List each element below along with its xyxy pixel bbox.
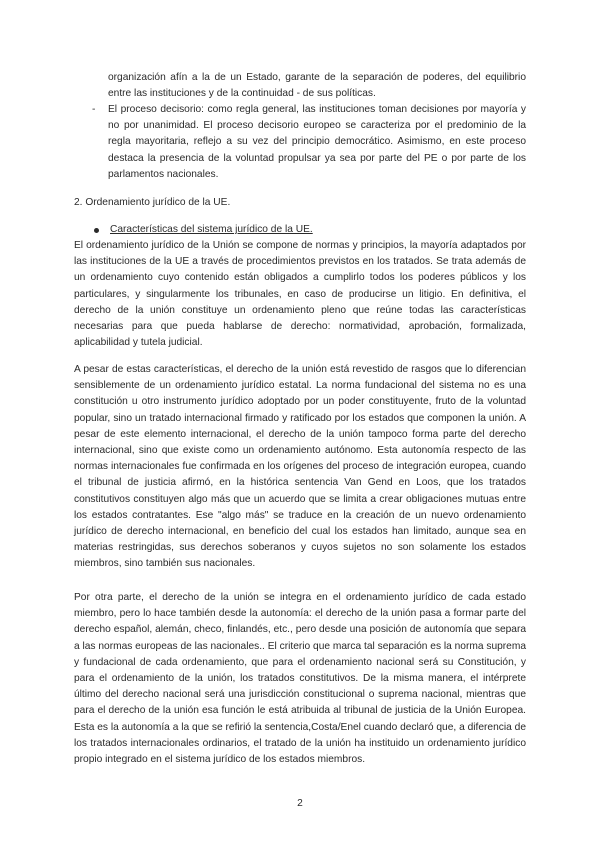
section-heading: 2. Ordenamiento jurídico de la UE.	[74, 197, 231, 208]
page-number: 2	[297, 798, 303, 809]
bullet-heading: Características del sistema jurídico de la UE.	[110, 224, 313, 235]
list-dash: -	[92, 104, 96, 115]
list-continuation: organización afín a la de un Estado, garante de la separación de poderes, del equilibrio entre las instituciones y de la continuidad - de sus políticas.	[108, 72, 526, 100]
paragraph-2: A pesar de estas características, el derecho de la unión está revestido de rasgos que lo diferencian sensiblemente de un ordenamiento jurídico estatal. La norma fundacional del sistema no es una constitución u otro instrumento jurídico adoptado por un poder constituyente, fruto de la voluntad popular, sino un tratado internacional firmado y ratificado por los estados que componen la unión. A pesar de este elemento internacional, el derecho de la unión tampoco forma parte del derecho internacional, sino que existe como un ordenamiento autónomo. Esta autonomía respecto de las normas internacionales fue confirmada en los orígenes del proceso de integración europea, cuando el tribunal de justicia afirmó, en la histórica sentencia Van Gend en Loos, que los tratados constitutivos constituyen algo más que un acuerdo que se limita a crear obligaciones mutuas entre los estados contratantes. Ese "algo más" se traduce en la creación de un nuevo ordenamiento jurídico de derecho internacional, en beneficio del cual los estados han limitado, aunque sea en materias restringidas, sus derechos soberanos y cuyos sujetos no son solamente los estados miembros, sino también sus nacionales.	[74, 364, 526, 570]
paragraph-3: Por otra parte, el derecho de la unión se integra en el ordenamiento jurídico de cada estado miembro, pero lo hace también desde la autonomía: el derecho de la unión pasa a formar parte del derecho español, alemán, checo, finlandés, etc., pero desde una posición de autonomía que separa a las normas europeas de las nacionales.. El criterio que marca tal separación es la norma suprema y fundacional de cada ordenamiento, que para el ordenamiento nacional será su Constitución, y para el ordenamiento de la unión, los tratados constitutivos. De la misma manera, el intérprete último del derecho nacional será una jurisdicción constitucional o suprema nacional, mientras que para el derecho de la unión esa función le está atribuida al tribunal de justicia de la Unión Europea. Esta es la autonomía a la que se refirió la sentencia,Costa/Enel cuando declaró que, a diferencia de los tratados internacionales ordinarios, el tratado de la unión ha instituido un ordenamiento jurídico propio integrado en el sistema jurídico de los estados miembros.	[74, 592, 526, 766]
list-item-text: El proceso decisorio: como regla general, las instituciones toman decisiones por mayoría y no por unanimidad. El proceso decisorio europeo se caracteriza por el predominio de la regla mayoritaria, reflejo a su vez del principio democrático. Asimismo, en este proceso destaca la presencia de la voluntad propulsar ya sea por parte del PE o por parte de los parlamentos nacionales.	[108, 104, 526, 180]
bullet-dot	[94, 228, 99, 233]
paragraph-1: El ordenamiento jurídico de la Unión se compone de normas y principios, la mayoría adaptados por las instituciones de la UE a través de procedimientos previstos en los tratados. Se trata además de un ordenamiento cuyo contenido están obligados a cumplirlo todos los poderes públicos y los particulares, y singularmente los tribunales, en caso de producirse un litigio. En definitiva, el derecho de la unión constituye un ordenamiento pleno que reúne todas las características necesarias para que pueda hablarse de derecho: normatividad, aprobación, formalizada, aplicabilidad y tutela judicial.	[74, 240, 526, 349]
